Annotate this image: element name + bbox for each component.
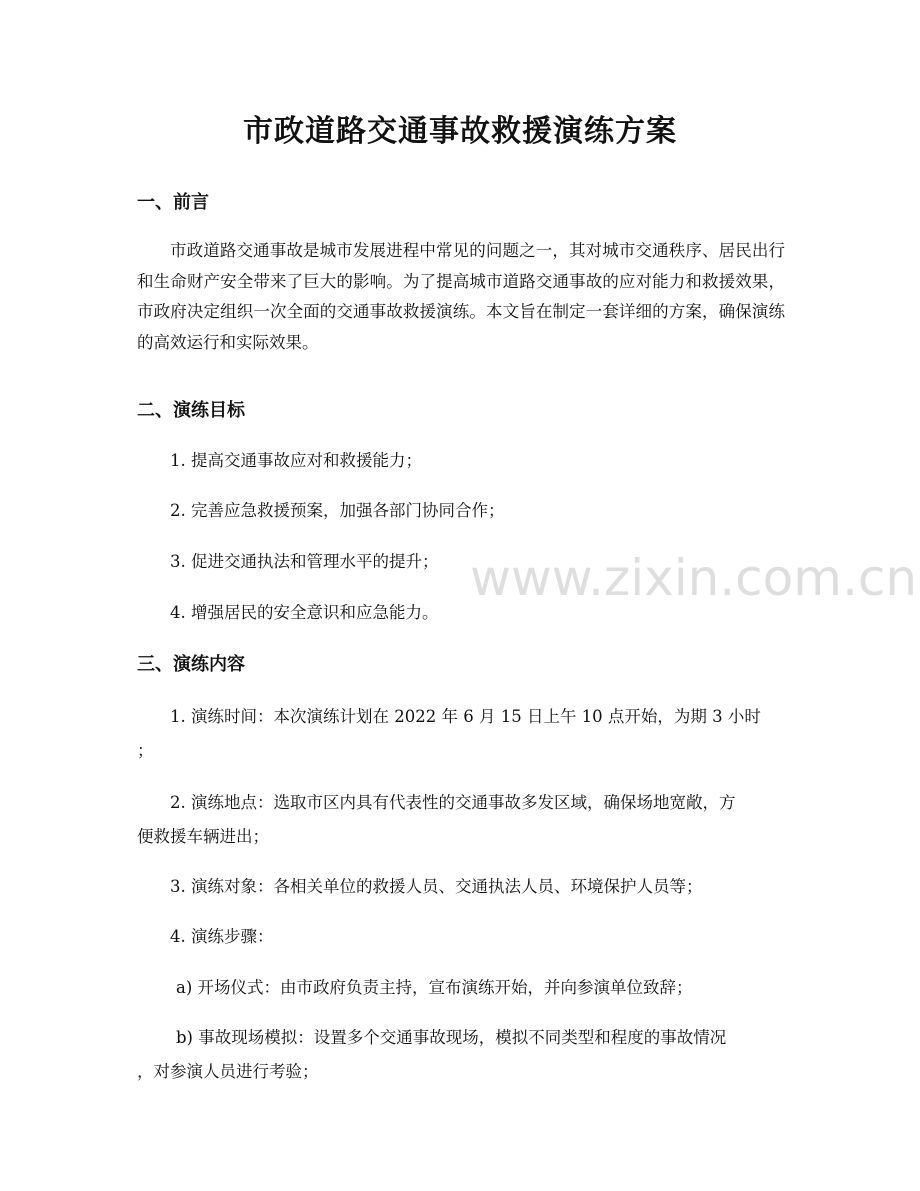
step-a: a) 开场仪式：由市政府负责主持，宣布演练开始，并向参演单位致辞； [176, 978, 693, 997]
content-item-location: 2. 演练地点：选取市区内具有代表性的交通事故多发区域，确保场地宽敞，方 [170, 793, 736, 812]
document-title: 市政道路交通事故救援演练方案 [243, 114, 677, 149]
content-item-steps: 4. 演练步骤： [170, 927, 274, 946]
preface-paragraph: 市政道路交通事故是城市发展进程中常见的问题之一，其对城市交通秩序、居民出行和生命财产安全带来了巨大的影响。为了提高城市道路交通事故的应对能力和救援效果，市政府决定组织一次全面的交通事故救援演练。本文旨在制定一套详细的方案，确保演练的高效运行和实际效果。 [137, 241, 785, 352]
section-heading-preface: 一、前言 [137, 192, 209, 213]
content-item-location-continuation: 便救援车辆进出； [137, 827, 269, 846]
content-item-time-continuation: ； [137, 741, 154, 760]
step-b: b) 事故现场模拟：设置多个交通事故现场，模拟不同类型和程度的事故情况 [176, 1028, 727, 1047]
goal-item-4: 4. 增强居民的安全意识和应急能力。 [170, 603, 439, 622]
goal-item-3: 3. 促进交通执法和管理水平的提升； [170, 552, 439, 571]
content-item-time: 1. 演练时间：本次演练计划在 2022 年 6 月 15 日上午 10 点开始，为期 3 小时 [170, 707, 761, 726]
content-item-participants: 3. 演练对象：各相关单位的救援人员、交通执法人员、环境保护人员等； [170, 877, 703, 896]
goal-item-1: 1. 提高交通事故应对和救援能力； [170, 451, 422, 470]
section-heading-goals: 二、演练目标 [137, 400, 245, 421]
watermark: www.zixin.com.cn [470, 549, 918, 607]
step-b-continuation: ，对参演人员进行考验； [137, 1062, 319, 1081]
section-heading-content: 三、演练内容 [137, 654, 245, 675]
goal-item-2: 2. 完善应急救援预案，加强各部门协同合作； [170, 501, 505, 520]
